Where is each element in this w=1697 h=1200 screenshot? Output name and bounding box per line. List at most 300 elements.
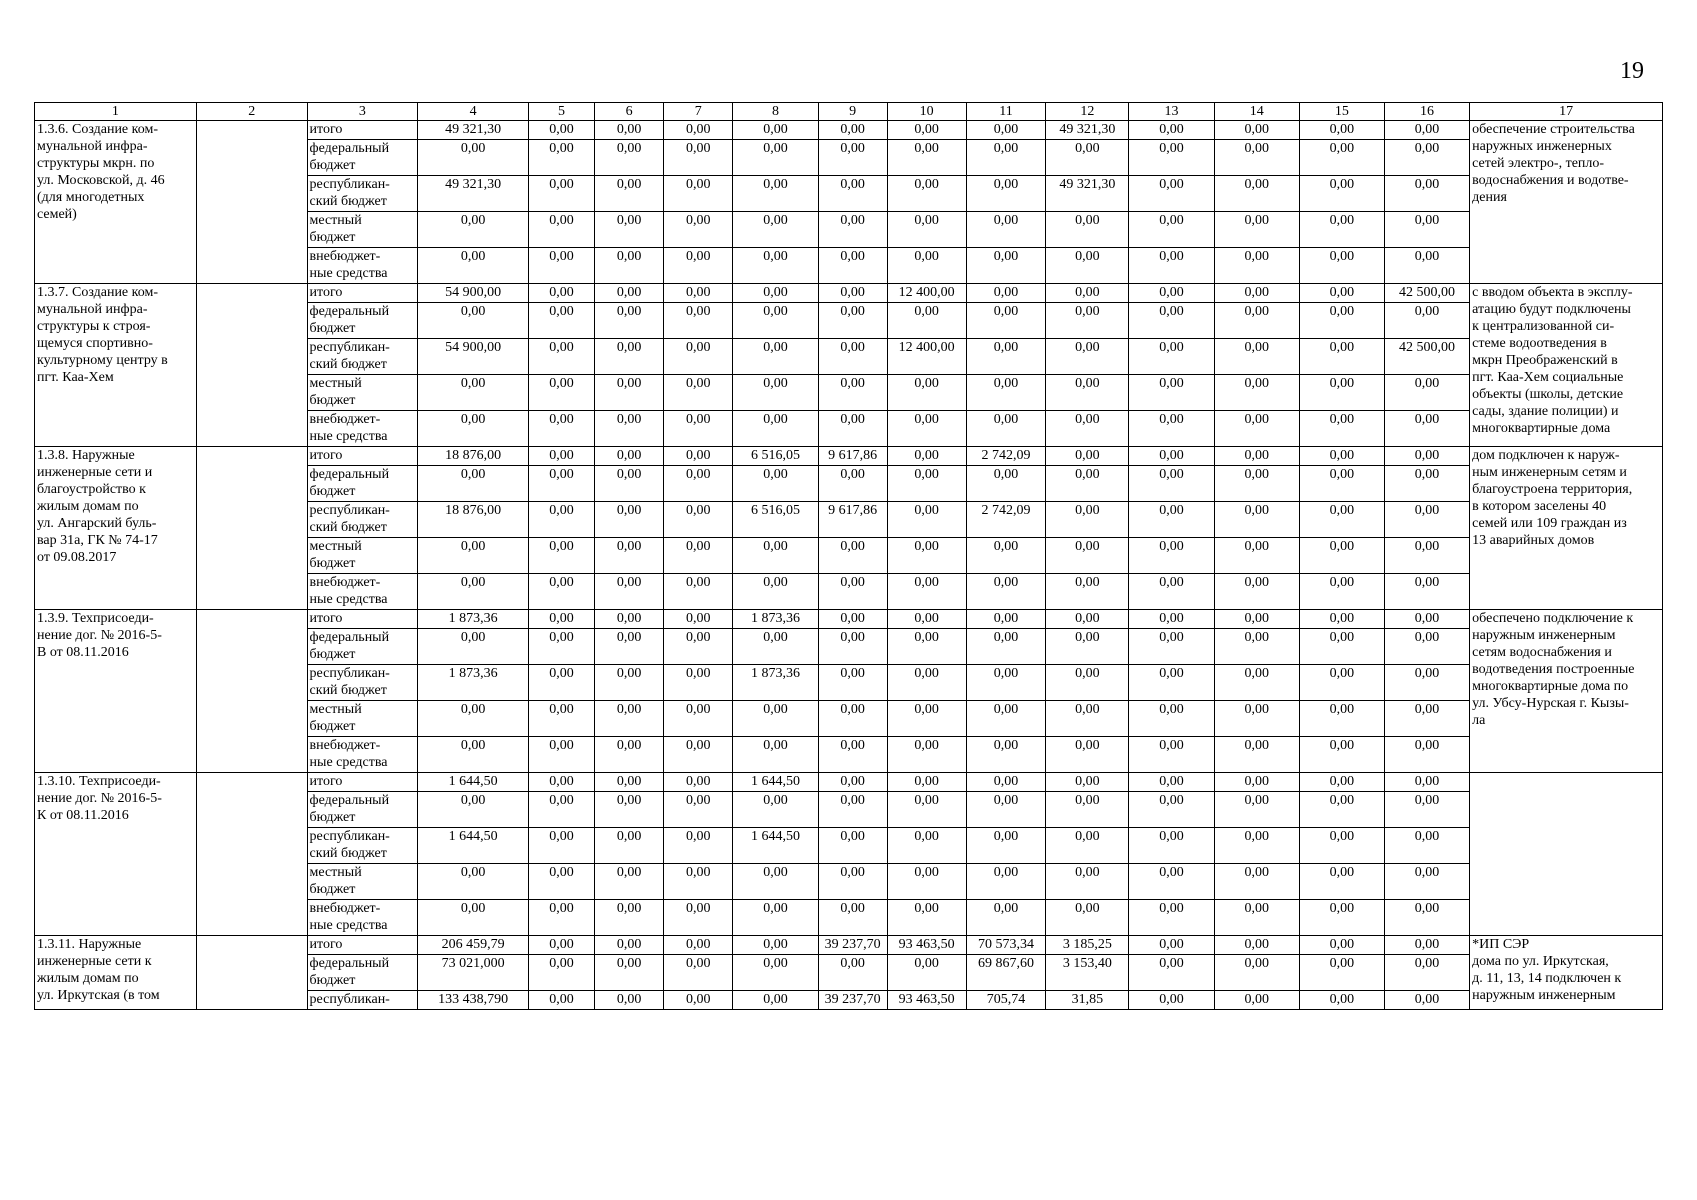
amount-cell: 0,00 [418,900,529,936]
amount-cell: 0,00 [1384,665,1469,701]
amount-cell: 0,00 [528,610,594,629]
amount-cell: 0,00 [1299,701,1384,737]
budget-table [34,102,1663,1010]
amount-cell: 0,00 [818,864,887,900]
amount-cell: 0,00 [887,466,966,502]
amount-cell: 0,00 [887,121,966,140]
funding-source: местный бюджет [307,864,418,900]
funding-source: внебюджет- ные средства [307,900,418,936]
amount-cell: 0,00 [1214,701,1299,737]
amount-cell: 0,00 [818,303,887,339]
table-header-row [35,103,1663,121]
amount-cell: 0,00 [528,629,594,665]
amount-cell: 0,00 [664,864,733,900]
amount-cell: 0,00 [818,773,887,792]
amount-cell: 0,00 [664,502,733,538]
amount-cell: 0,00 [733,176,818,212]
amount-cell: 0,00 [1046,900,1129,936]
amount-cell: 0,00 [1384,629,1469,665]
amount-cell: 0,00 [594,411,663,447]
result-note: с вводом объекта в эксплу- атацию будут подключены к централизованной си- стеме водоотведения в мкрн Преображенский в пгт. Каа-Хем социальные объекты (школы, детские сады, здание полиции) и многоквартирные дома [1470,284,1663,447]
header-cell: 15 [1299,103,1384,121]
amount-cell: 0,00 [594,212,663,248]
amount-cell: 0,00 [664,629,733,665]
amount-cell: 0,00 [733,574,818,610]
header-cell: 11 [966,103,1046,121]
amount-cell: 0,00 [818,574,887,610]
amount-cell: 54 900,00 [418,284,529,303]
amount-cell: 0,00 [818,411,887,447]
header-cell: 2 [196,103,307,121]
amount-cell: 0,00 [887,773,966,792]
funding-source: внебюджет- ные средства [307,411,418,447]
amount-cell: 0,00 [733,936,818,955]
amount-cell: 0,00 [1299,665,1384,701]
amount-cell: 0,00 [594,176,663,212]
column-2-cell [196,284,307,447]
amount-cell: 0,00 [1299,991,1384,1010]
header-cell: 4 [418,103,529,121]
amount-cell: 0,00 [733,466,818,502]
amount-cell: 0,00 [664,792,733,828]
amount-cell: 0,00 [1214,447,1299,466]
amount-cell: 0,00 [966,629,1046,665]
amount-cell: 0,00 [1299,629,1384,665]
amount-cell: 0,00 [594,502,663,538]
amount-cell: 0,00 [418,737,529,773]
amount-cell: 0,00 [1046,773,1129,792]
amount-cell: 0,00 [664,538,733,574]
amount-cell: 0,00 [418,538,529,574]
measure-name: 1.3.8. Наружные инженерные сети и благоустройство к жилым домам по ул. Ангарский буль- вар 31а, ГК № 74-17 от 09.08.2017 [35,447,197,610]
funding-source: республикан- ский бюджет [307,176,418,212]
amount-cell: 0,00 [418,140,529,176]
amount-cell: 0,00 [1046,574,1129,610]
amount-cell: 0,00 [1129,502,1214,538]
header-cell: 1 [35,103,197,121]
amount-cell: 0,00 [1129,701,1214,737]
result-note [1470,773,1663,936]
amount-cell: 0,00 [887,502,966,538]
amount-cell: 0,00 [664,339,733,375]
amount-cell: 0,00 [733,701,818,737]
funding-source: республикан- ский бюджет [307,502,418,538]
amount-cell: 0,00 [733,900,818,936]
amount-cell: 0,00 [664,176,733,212]
funding-source: республикан- ский бюджет [307,339,418,375]
amount-cell: 0,00 [664,248,733,284]
page-number: 19 [1620,58,1644,84]
amount-cell: 0,00 [733,375,818,411]
amount-cell: 0,00 [818,701,887,737]
amount-cell: 31,85 [1046,991,1129,1010]
amount-cell: 49 321,30 [1046,176,1129,212]
amount-cell: 0,00 [818,900,887,936]
amount-cell: 0,00 [1384,303,1469,339]
amount-cell: 0,00 [1214,936,1299,955]
amount-cell: 0,00 [733,212,818,248]
amount-cell: 0,00 [1299,955,1384,991]
amount-cell: 0,00 [1384,701,1469,737]
amount-cell: 54 900,00 [418,339,529,375]
amount-cell: 0,00 [887,864,966,900]
funding-source: внебюджет- ные средства [307,248,418,284]
amount-cell: 0,00 [1214,574,1299,610]
funding-source: итого [307,447,418,466]
amount-cell: 0,00 [887,447,966,466]
amount-cell: 0,00 [594,140,663,176]
amount-cell: 0,00 [887,303,966,339]
amount-cell: 0,00 [528,900,594,936]
amount-cell: 1 644,50 [733,828,818,864]
amount-cell: 0,00 [1214,176,1299,212]
amount-cell: 0,00 [664,936,733,955]
funding-source: итого [307,121,418,140]
amount-cell: 0,00 [1384,792,1469,828]
amount-cell: 0,00 [1214,629,1299,665]
amount-cell: 0,00 [664,737,733,773]
amount-cell: 0,00 [1046,538,1129,574]
amount-cell: 705,74 [966,991,1046,1010]
amount-cell: 0,00 [1299,792,1384,828]
amount-cell: 0,00 [1046,212,1129,248]
amount-cell: 0,00 [528,248,594,284]
amount-cell: 0,00 [1129,864,1214,900]
amount-cell: 0,00 [1384,955,1469,991]
amount-cell: 0,00 [966,339,1046,375]
funding-source: федеральный бюджет [307,792,418,828]
amount-cell: 0,00 [887,212,966,248]
funding-source: местный бюджет [307,701,418,737]
funding-source: республикан- ский бюджет [307,665,418,701]
amount-cell: 0,00 [664,375,733,411]
amount-cell: 0,00 [1129,411,1214,447]
amount-cell: 18 876,00 [418,502,529,538]
amount-cell: 0,00 [1046,864,1129,900]
amount-cell: 0,00 [1129,792,1214,828]
amount-cell: 0,00 [1214,502,1299,538]
header-cell: 14 [1214,103,1299,121]
amount-cell: 0,00 [818,610,887,629]
amount-cell: 0,00 [1129,737,1214,773]
amount-cell: 0,00 [664,447,733,466]
amount-cell: 39 237,70 [818,936,887,955]
amount-cell: 0,00 [1384,375,1469,411]
amount-cell: 0,00 [1299,121,1384,140]
amount-cell: 0,00 [1129,121,1214,140]
amount-cell: 3 153,40 [1046,955,1129,991]
amount-cell: 2 742,09 [966,447,1046,466]
amount-cell: 0,00 [887,610,966,629]
amount-cell: 206 459,79 [418,936,529,955]
amount-cell: 0,00 [418,303,529,339]
amount-cell: 0,00 [818,248,887,284]
amount-cell: 6 516,05 [733,447,818,466]
amount-cell: 0,00 [1214,411,1299,447]
amount-cell: 0,00 [1129,991,1214,1010]
amount-cell: 0,00 [1046,629,1129,665]
amount-cell: 18 876,00 [418,447,529,466]
amount-cell: 0,00 [887,701,966,737]
amount-cell: 0,00 [1384,574,1469,610]
amount-cell: 6 516,05 [733,502,818,538]
amount-cell: 0,00 [664,466,733,502]
amount-cell: 42 500,00 [1384,284,1469,303]
amount-cell: 0,00 [1129,629,1214,665]
amount-cell: 0,00 [966,864,1046,900]
amount-cell: 0,00 [818,212,887,248]
amount-cell: 0,00 [966,466,1046,502]
amount-cell: 0,00 [1214,212,1299,248]
amount-cell: 0,00 [818,284,887,303]
amount-cell: 1 644,50 [418,828,529,864]
amount-cell: 0,00 [1046,737,1129,773]
amount-cell: 0,00 [1384,212,1469,248]
amount-cell: 0,00 [818,737,887,773]
amount-cell: 0,00 [1299,538,1384,574]
amount-cell: 0,00 [1384,176,1469,212]
amount-cell: 0,00 [1384,538,1469,574]
amount-cell: 0,00 [966,737,1046,773]
amount-cell: 0,00 [887,629,966,665]
amount-cell: 42 500,00 [1384,339,1469,375]
amount-cell: 2 742,09 [966,502,1046,538]
amount-cell: 0,00 [1129,339,1214,375]
amount-cell: 73 021,000 [418,955,529,991]
amount-cell: 0,00 [966,701,1046,737]
header-cell: 10 [887,103,966,121]
amount-cell: 0,00 [664,955,733,991]
amount-cell: 0,00 [1046,140,1129,176]
amount-cell: 0,00 [1129,900,1214,936]
amount-cell: 0,00 [594,466,663,502]
measure-name: 1.3.9. Техприсоеди- нение дог. № 2016-5- В от 08.11.2016 [35,610,197,773]
amount-cell: 0,00 [1384,864,1469,900]
amount-cell: 0,00 [1299,411,1384,447]
amount-cell: 0,00 [1214,991,1299,1010]
amount-cell: 0,00 [1046,828,1129,864]
amount-cell: 0,00 [664,140,733,176]
amount-cell: 0,00 [1129,303,1214,339]
amount-cell: 0,00 [1384,466,1469,502]
amount-cell: 1 873,36 [418,665,529,701]
amount-cell: 0,00 [1299,176,1384,212]
amount-cell: 0,00 [818,828,887,864]
amount-cell: 0,00 [1129,936,1214,955]
amount-cell: 0,00 [966,375,1046,411]
amount-cell: 49 321,30 [418,121,529,140]
amount-cell: 0,00 [594,574,663,610]
header-cell: 7 [664,103,733,121]
amount-cell: 0,00 [528,792,594,828]
amount-cell: 0,00 [1046,466,1129,502]
amount-cell: 0,00 [528,665,594,701]
funding-source: внебюджет- ные средства [307,737,418,773]
measure-name: 1.3.7. Создание ком- мунальной инфра- структуры к строя- щемуся спортивно- культурному центру в пгт. Каа-Хем [35,284,197,447]
amount-cell: 0,00 [1299,447,1384,466]
funding-source: итого [307,773,418,792]
amount-cell: 0,00 [818,121,887,140]
amount-cell: 0,00 [966,574,1046,610]
amount-cell: 0,00 [733,284,818,303]
amount-cell: 0,00 [528,339,594,375]
amount-cell: 0,00 [528,955,594,991]
amount-cell: 0,00 [1299,339,1384,375]
amount-cell: 0,00 [887,411,966,447]
amount-cell: 0,00 [528,284,594,303]
amount-cell: 0,00 [1214,248,1299,284]
amount-cell: 0,00 [1384,447,1469,466]
amount-cell: 0,00 [1214,610,1299,629]
amount-cell: 0,00 [1046,411,1129,447]
header-cell: 5 [528,103,594,121]
table-row [35,610,1663,629]
amount-cell: 0,00 [664,900,733,936]
amount-cell: 0,00 [1299,574,1384,610]
amount-cell: 93 463,50 [887,936,966,955]
amount-cell: 0,00 [528,375,594,411]
amount-cell: 0,00 [887,538,966,574]
amount-cell: 0,00 [733,121,818,140]
amount-cell: 12 400,00 [887,284,966,303]
amount-cell: 0,00 [664,701,733,737]
funding-source: внебюджет- ные средства [307,574,418,610]
amount-cell: 0,00 [594,629,663,665]
amount-cell: 3 185,25 [1046,936,1129,955]
amount-cell: 69 867,60 [966,955,1046,991]
amount-cell: 0,00 [1384,773,1469,792]
amount-cell: 1 873,36 [733,665,818,701]
amount-cell: 0,00 [1214,303,1299,339]
amount-cell: 1 873,36 [733,610,818,629]
amount-cell: 0,00 [966,212,1046,248]
amount-cell: 0,00 [1129,248,1214,284]
funding-source: федеральный бюджет [307,466,418,502]
amount-cell: 0,00 [818,140,887,176]
funding-source: местный бюджет [307,538,418,574]
amount-cell: 133 438,790 [418,991,529,1010]
amount-cell: 0,00 [1129,212,1214,248]
amount-cell: 0,00 [733,955,818,991]
amount-cell: 0,00 [818,955,887,991]
amount-cell: 0,00 [1046,701,1129,737]
amount-cell: 0,00 [528,773,594,792]
amount-cell: 0,00 [528,538,594,574]
amount-cell: 0,00 [733,737,818,773]
header-cell: 13 [1129,103,1214,121]
amount-cell: 0,00 [418,411,529,447]
amount-cell: 0,00 [966,900,1046,936]
amount-cell: 0,00 [733,991,818,1010]
amount-cell: 0,00 [887,828,966,864]
amount-cell: 0,00 [1299,502,1384,538]
amount-cell: 0,00 [1384,900,1469,936]
table-row [35,284,1663,303]
amount-cell: 0,00 [664,665,733,701]
amount-cell: 0,00 [528,447,594,466]
table-row [35,121,1663,140]
amount-cell: 0,00 [594,991,663,1010]
amount-cell: 0,00 [594,828,663,864]
amount-cell: 49 321,30 [418,176,529,212]
amount-cell: 0,00 [887,248,966,284]
amount-cell: 0,00 [664,991,733,1010]
header-cell: 17 [1470,103,1663,121]
amount-cell: 0,00 [818,375,887,411]
amount-cell: 0,00 [664,284,733,303]
funding-source: местный бюджет [307,212,418,248]
amount-cell: 0,00 [1214,339,1299,375]
amount-cell: 49 321,30 [1046,121,1129,140]
amount-cell: 0,00 [418,792,529,828]
amount-cell: 0,00 [594,339,663,375]
amount-cell: 0,00 [1214,538,1299,574]
amount-cell: 0,00 [1214,737,1299,773]
amount-cell: 0,00 [1214,828,1299,864]
amount-cell: 0,00 [1214,792,1299,828]
column-2-cell [196,447,307,610]
amount-cell: 0,00 [528,828,594,864]
amount-cell: 0,00 [966,140,1046,176]
amount-cell: 0,00 [418,375,529,411]
amount-cell: 0,00 [818,538,887,574]
amount-cell: 0,00 [594,701,663,737]
amount-cell: 0,00 [594,864,663,900]
amount-cell: 0,00 [1299,610,1384,629]
amount-cell: 0,00 [664,121,733,140]
amount-cell: 0,00 [1214,773,1299,792]
amount-cell: 0,00 [966,176,1046,212]
column-2-cell [196,610,307,773]
amount-cell: 0,00 [594,955,663,991]
result-note: дом подключен к наруж- ным инженерным сетям и благоустроена территория, в котором заселены 40 семей или 109 граждан из 13 аварийных домов [1470,447,1663,610]
amount-cell: 0,00 [418,701,529,737]
amount-cell: 0,00 [528,701,594,737]
amount-cell: 0,00 [1214,466,1299,502]
amount-cell: 0,00 [594,773,663,792]
amount-cell: 0,00 [1214,955,1299,991]
amount-cell: 0,00 [887,955,966,991]
amount-cell: 0,00 [1129,574,1214,610]
amount-cell: 0,00 [664,212,733,248]
result-note: *ИП СЭР дома по ул. Иркутская, д. 11, 13, 14 подключен к наружным инженерным [1470,936,1663,1010]
amount-cell: 0,00 [664,610,733,629]
result-note: обеспечено подключение к наружным инженерным сетям водоснабжения и водотведения построенные многоквартирные дома по ул. Убсу-Нурская г. Кызы- ла [1470,610,1663,773]
amount-cell: 0,00 [818,466,887,502]
amount-cell: 0,00 [1129,665,1214,701]
amount-cell: 0,00 [594,375,663,411]
amount-cell: 0,00 [1129,828,1214,864]
amount-cell: 0,00 [966,121,1046,140]
amount-cell: 39 237,70 [818,991,887,1010]
measure-name: 1.3.10. Техприсоеди- нение дог. № 2016-5- К от 08.11.2016 [35,773,197,936]
amount-cell: 0,00 [664,574,733,610]
amount-cell: 0,00 [966,411,1046,447]
amount-cell: 0,00 [1214,665,1299,701]
header-cell: 8 [733,103,818,121]
amount-cell: 0,00 [1046,303,1129,339]
amount-cell: 0,00 [733,629,818,665]
amount-cell: 0,00 [1384,121,1469,140]
result-note: обеспечение строительства наружных инженерных сетей электро-, тепло- водоснабжения и водотве- дения [1470,121,1663,284]
amount-cell: 0,00 [733,339,818,375]
amount-cell: 0,00 [1129,466,1214,502]
amount-cell: 0,00 [418,212,529,248]
amount-cell: 0,00 [887,140,966,176]
amount-cell: 1 644,50 [418,773,529,792]
column-2-cell [196,121,307,284]
amount-cell: 0,00 [664,411,733,447]
